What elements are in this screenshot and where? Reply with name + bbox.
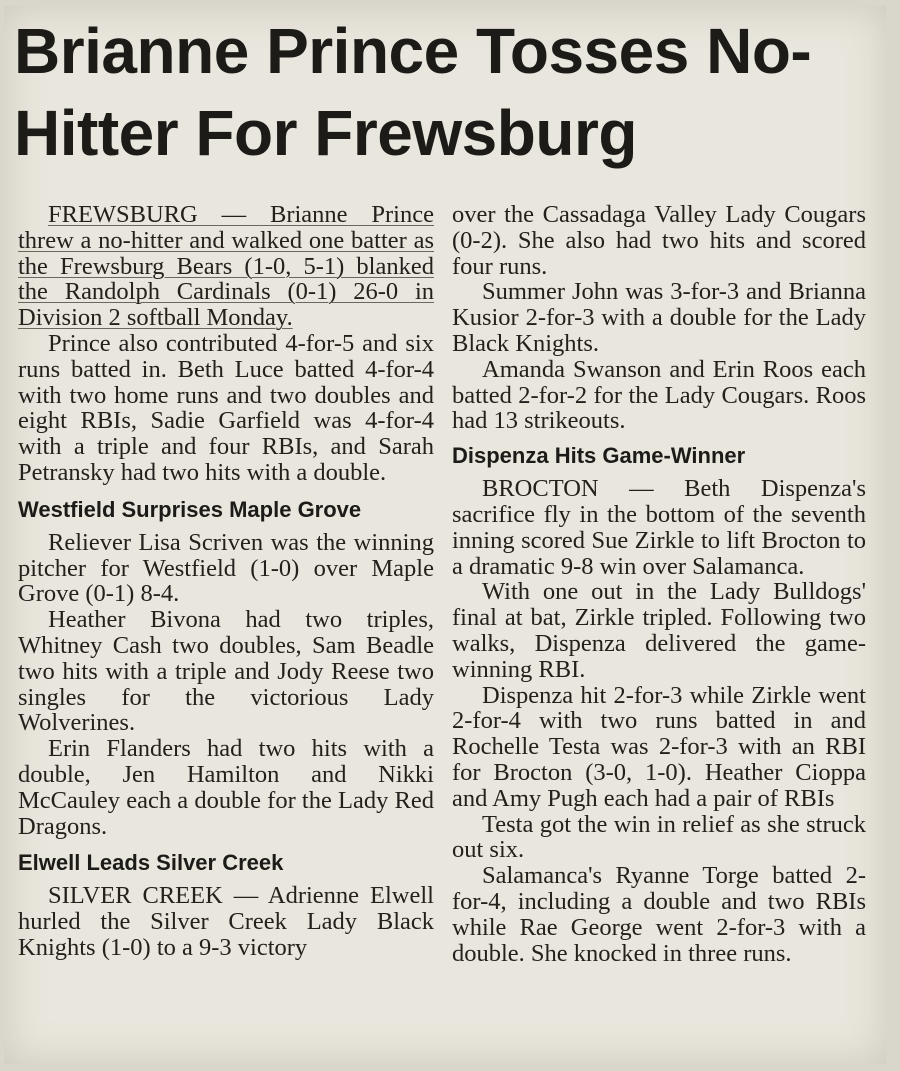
article-column-right [452,202,866,966]
subheading-dispenza: Dispenza Hits Game-Winner [452,443,746,469]
headline: Brianne Prince Tosses No-Hitter For Frewsburg [14,15,812,169]
paragraph: Testa got the win in relief as she struck out six. [452,810,866,864]
subheading-elwell: Elwell Leads Silver Creek [18,850,284,876]
subheading-westfield: Westfield Surprises Maple Grove [18,496,362,522]
paragraph: With one out in the Lady Bulldogs' final at bat, Zirkle tripled. Following two walks, Dispenza delivered the game-winning RBI. [452,578,866,683]
paragraph: Salamanca's Ryanne Torge batted 2-for-4, including a double and two RBIs while Rae George went 2-for-3 with a double. She knocked in three runs. [452,862,866,967]
paragraph: Prince also contributed 4-for-5 and six runs batted in. Beth Luce batted 4-for-4 with two home runs and two doubles and eight RBIs, Sadie Garfield was 4-for-4 with a triple and four RBIs, and Sarah Petransky had two hits with a double. [18,329,434,486]
paragraph-continued: over the Cassadaga Valley Lady Cougars (0-2). She also had two hits and scored four runs. [452,201,866,280]
paragraph: Summer John was 3-for-3 and Brianna Kusior 2-for-3 with a double for the Lady Black Knights. [452,278,866,357]
paragraph: Amanda Swanson and Erin Roos each batted 2-for-2 for the Lady Cougars. Roos had 13 strikeouts. [452,355,866,435]
article-column-left [18,202,434,961]
lead-paragraph: FREWSBURG — Brianne Prince threw a no-hitter and walked one batter as the Frewsburg Bears (1-0, 5-1) blanked the Randolph Cardinals (0-1) 26-0 in Division 2 softball Monday. [18,201,434,332]
paragraph: Dispenza hit 2-for-3 while Zirkle went 2-for-4 with two runs batted in and Rochelle Testa was 2-for-3 with an RBI for Brocton (3-0, 1-0). Heather Cioppa and Amy Pugh each had a pair of RBIs [452,681,866,812]
paragraph: SILVER CREEK — Adrienne Elwell hurled the Silver Creek Lady Black Knights (1-0) to a 9-3 victory [18,882,434,961]
paragraph: BROCTON — Beth Dispenza's sacrifice fly in the bottom of the seventh inning scored Sue Zirkle to lift Brocton to a dramatic 9-8 win over Salamanca. [452,475,866,580]
paragraph: Erin Flanders had two hits with a double, Jen Hamilton and Nikki McCauley each a double for the Lady Red Dragons. [18,735,434,840]
paragraph: Heather Bivona had two triples, Whitney Cash two doubles, Sam Beadle two hits with a triple and Jody Reese two singles for the victorious Lady Wolverines. [18,606,434,737]
paragraph: Reliever Lisa Scriven was the winning pitcher for Westfield (1-0) over Maple Grove (0-1) 8-4. [18,528,434,608]
